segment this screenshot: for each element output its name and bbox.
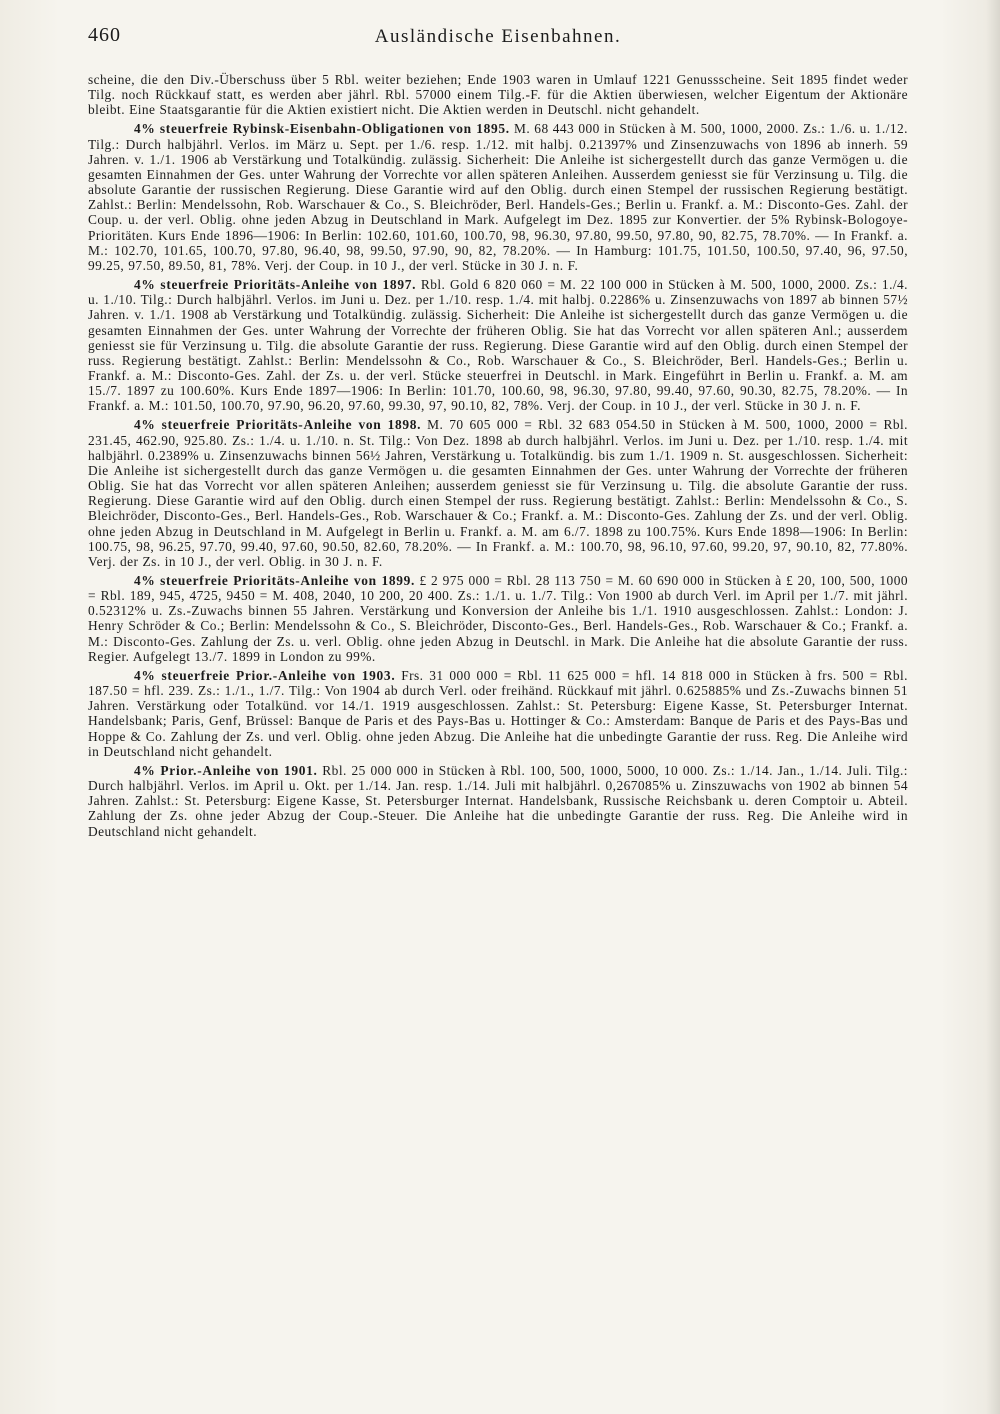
entry-prior-1897 — [88, 277, 908, 413]
entry-heading: 4% steuerfreie Prioritäts-Anleihe von 1898. — [134, 417, 422, 433]
entry-heading: 4% steuerfreie Prior.-Anleihe von 1903. — [134, 667, 396, 683]
page-header — [88, 24, 908, 54]
entry-rybinsk-1895 — [88, 121, 908, 273]
paragraph-intro — [88, 72, 908, 117]
entry-prior-1899 — [88, 573, 908, 664]
entry-heading: 4% steuerfreie Prioritäts-Anleihe von 1899. — [134, 573, 416, 588]
entry-heading: 4% Prior.-Anleihe von 1901. — [134, 762, 318, 778]
entry-text: M. 70 605 000 = Rbl. 32 683 054.50 in Stücken à M. 500, 1000, 2000 = Rbl. 231.45, 462.90, 925.80. Zs.: 1./4. u. 1./10. n. St. Tilg.: Von Dez. 1898 ab durch halbjährl. Verlos. im Juni u. Dez. per 1./10. resp. 1./4. mit halbjährl. 0.2389% u. Zinsenzuwachs binnen 56½ Jahren, Verstärkung u. Totalkündig. bis zum 1./1. 1909 n. St. ausgeschlossen. Sicherheit: Die Anleihe ist sichergestellt durch das ganze Vermögen u. die gesamten Einnahmen der Ges. unter Wahrung der Vorrechte der früheren Oblig. Sie hat das Vorrecht vor allen späteren Anleihen; ausserdem geniesst sie für Verzinsung u. Tilg. die absolute Garantie der russ. Regierung. Diese Garantie wird auf den Oblig. durch einen Stempel der russ. Regierung bestätigt. Zahlst.: Berlin: Mendelssohn & Co., S. Bleichröder, Disconto-Ges., Berl. Handels-Ges., Rob. Warschauer & Co.; Frankf. a. M.: Disconto-Ges. Zahlung der Zs. und der verl. Oblig. ohne jeden Abzug in Deutschland in M. Aufgelegt in Berlin u. Frankf. a. M. am 6./7. 1898 zu 100.75%. Kurs Ende 1898—1906: In Berlin: 100.75, 98, 96.25, 97.70, 99.40, 97.60, 90.50, 82.60, 78.20%. — In Frankf. a. M.: 100.70, 98, 96.10, 97.60, 99.20, 97, 90.10, 82, 77.80%. Verj. der Zs. in 10 J., der verl. Oblig. in 30 J. n. F. — [88, 417, 908, 569]
entry-text: Frs. 31 000 000 = Rbl. 11 625 000 = hfl. 14 818 000 in Stücken à frs. 500 = Rbl. 187.50 = hfl. 239. Zs.: 1./1., 1./7. Tilg.: Von 1904 ab durch Verl. oder freihänd. Rückkauf mit jährl. 0.625885% und Zs.-Zuwachs binnen 51 Jahren. Verstärkung oder Totalkünd. vor 14./1. 1919 ausgeschlossen. Zahlst.: St. Petersburg: Eigene Kasse, St. Petersburger Internat. Handelsbank; Paris, Genf, Brüssel: Banque de Paris et des Pays-Bas u. Hottinger & Co.: Amsterdam: Banque de Paris et des Pays-Bas und Hoppe & Co. Zahlung der Zs. und verl. Oblig. ohne jeden Abzug. Die Anleihe hat die unbedingte Garantie der russ. Reg. Die Anleihe wird in Deutschland nicht gehandelt. — [88, 667, 908, 759]
page-edge-shadow — [986, 0, 1000, 1414]
entry-prior-1898 — [88, 417, 908, 569]
entry-prior-1901 — [88, 763, 908, 839]
entry-text: Rbl. Gold 6 820 060 = M. 22 100 000 in Stücken à M. 500, 1000, 2000. Zs.: 1./4. u. 1./10. Tilg.: Durch halbjährl. Verlos. im Juni u. Dez. per 1./10. resp. 1./4. mit halbj. 0.2286% u. Zinsenzuwachs von 1897 ab binnen 57½ Jahren. v. 1./1. 1908 ab Verstärkung und Totalkündig. zulässig. Sicherheit: Die Anleihe ist sichergestellt durch das ganze Vermögen u. die gesamten Einnahmen der Ges. unter Wahrung der Vorrechte der früheren Oblig. Sie hat das Vorrecht vor allen späteren Anl.; ausserdem geniesst sie für Verzinsung u. Tilg. die absolute Garantie der russ. Regierung. Diese Garantie wird auf den Oblig. durch einen Stempel der russ. Regierung bestätigt. Zahlst.: Berlin: Mendelssohn & Co., Rob. Warschauer & Co., S. Bleichröder, Berl. Handels-Ges.; Berlin u. Frankf. a. M.: Disconto-Ges. Zahl. der Zs. u. der verl. Stücke steuerfrei in Deutschl. in Mark. Eingeführt in Berlin u. Frankf. a. M. am 15./7. 1897 zu 100.60%. Kurs Ende 1897—1906: In Berlin: 101.70, 100.60, 98, 96.30, 97.80, 99.40, 97.60, 90.30, 82.75, 78.20%. — In Frankf. a. M.: 101.50, 100.70, 97.90, 96.20, 97.60, 99.30, 97, 90.10, 82, 78%. Verj. der Coup. in 10 J., der verl. Stücke in 30 J. n. F. — [88, 277, 908, 414]
article-body — [88, 72, 908, 843]
entry-text: Rbl. 25 000 000 in Stücken à Rbl. 100, 500, 1000, 5000, 10 000. Zs.: 1./14. Jan., 1./14. Juli. Tilg.: Durch halbjährl. Verlos. im April u. Okt. per 1./14. Jan. resp. 1./14. Juli mit halbjährl. 0,267085% u. Zinszuwachs von 1902 ab binnen 54 Jahren. Zahlst.: St. Petersburg: Eigene Kasse, St. Petersburger Internat. Handelsbank, Russische Reichsbank u. deren Comptoir u. Abteil. Zahlung der Zs. ohne jeder Abzug der Coup.-Steuer. Die Anleihe hat die unbedingte Garantie der russ. Reg. Die Anleihe wird in Deutschland nicht gehandelt. — [88, 762, 908, 839]
paragraph-text: scheine, die den Div.-Überschuss über 5 Rbl. weiter beziehen; Ende 1903 waren in Umlauf 1221 Genussscheine. Seit 1895 findet weder Tilg. noch Rückkauf statt, es werden aber jährl. Rbl. 57000 einem Tilg.-F. für die Aktien überwiesen, welcher Eigentum der Aktionäre bleibt. Eine Staatsgarantie für die Aktien existiert nicht. Die Aktien werden in Deutschl. nicht gehandelt. — [88, 72, 908, 118]
running-title: Ausländische Eisenbahnen. — [374, 26, 622, 47]
entry-text: M. 68 443 000 in Stücken à M. 500, 1000, 2000. Zs.: 1./6. u. 1./12. Tilg.: Durch halbjährl. Verlos. im März u. Sept. per 1./6. resp. 1./12. mit halbj. 0.21397% und Zinsenzuwachs von 1896 ab innerh. 59 Jahren. v. 1./1. 1906 ab Verstärkung und Totalkündig. zulässig. Sicherheit: Die Anleihe ist sichergestellt durch das ganze Vermögen u. die gesamten Einnahmen der Ges. unter Wahrung der Vorrechte vor allen späteren Anleihen. Ausserdem geniesst sie für Verzinsung u. Tilg. die absolute Garantie der russischen Regierung. Diese Garantie wird auf den Oblig. durch einen Stempel der russischen Regierung bestätigt. Zahlst.: Berlin: Mendelssohn, Rob. Warschauer & Co., S. Bleichröder, Berl. Handels-Ges.; Berlin u. Frankf. a. M.: Disconto-Ges. Zahl. der Coup. u. der verl. Oblig. ohne jeden Abzug in Deutschland in Mark. Aufgelegt im Dez. 1895 zur Konvertier. der 5% Rybinsk-Bologoye-Prioritäten. Kurs Ende 1896—1906: In Berlin: 102.60, 101.60, 100.70, 98, 96.30, 97.80, 99.50, 97.80, 90, 82.75, 78.70%. — In Frankf. a. M.: 102.70, 101.65, 100.70, 97.80, 96.40, 98, 99.50, 97.90, 90, 82, 78.20%. — In Hamburg: 101.75, 101.50, 100.50, 97.40, 96, 97.50, 99.25, 97.50, 89.50, 81, 78%. Verj. der Coup. in 10 J., der verl. Stücke in 30 J. n. F. — [88, 121, 908, 273]
entry-heading: 4% steuerfreie Rybinsk-Eisenbahn-Obligationen von 1895. — [134, 121, 510, 137]
entry-prior-1903 — [88, 668, 908, 759]
entry-text: £ 2 975 000 = Rbl. 28 113 750 = M. 60 690 000 in Stücken à £ 20, 100, 500, 1000 = Rbl. 189, 945, 4725, 9450 = M. 408, 2040, 10 200, 20 400. Zs.: 1./1. u. 1./7. Tilg.: Von 1900 ab durch Verl. im April per 1./7. mit jährl. 0.52312% u. Zs.-Zuwachs binnen 55 Jahren. Verstärkung und Konversion der Anleihe bis 1./1. 1910 ausgeschlossen. Zahlst.: London: J. Henry Schröder & Co.; Berlin: Mendelssohn & Co., S. Bleichröder, Disconto-Ges., Berl. Handels-Ges., Rob. Warschauer & Co.; Frankf. a. M.: Disconto-Ges. Zahlung der Zs. u. verl. Oblig. ohne jeden Abzug in Deutschl. in Mark. Die Anleihe hat die absolute Garantie der russ. Regier. Aufgelegt 13./7. 1899 in London zu 99%. — [88, 573, 908, 664]
entry-heading: 4% steuerfreie Prioritäts-Anleihe von 1897. — [134, 277, 417, 293]
page-number: 460 — [88, 24, 121, 46]
